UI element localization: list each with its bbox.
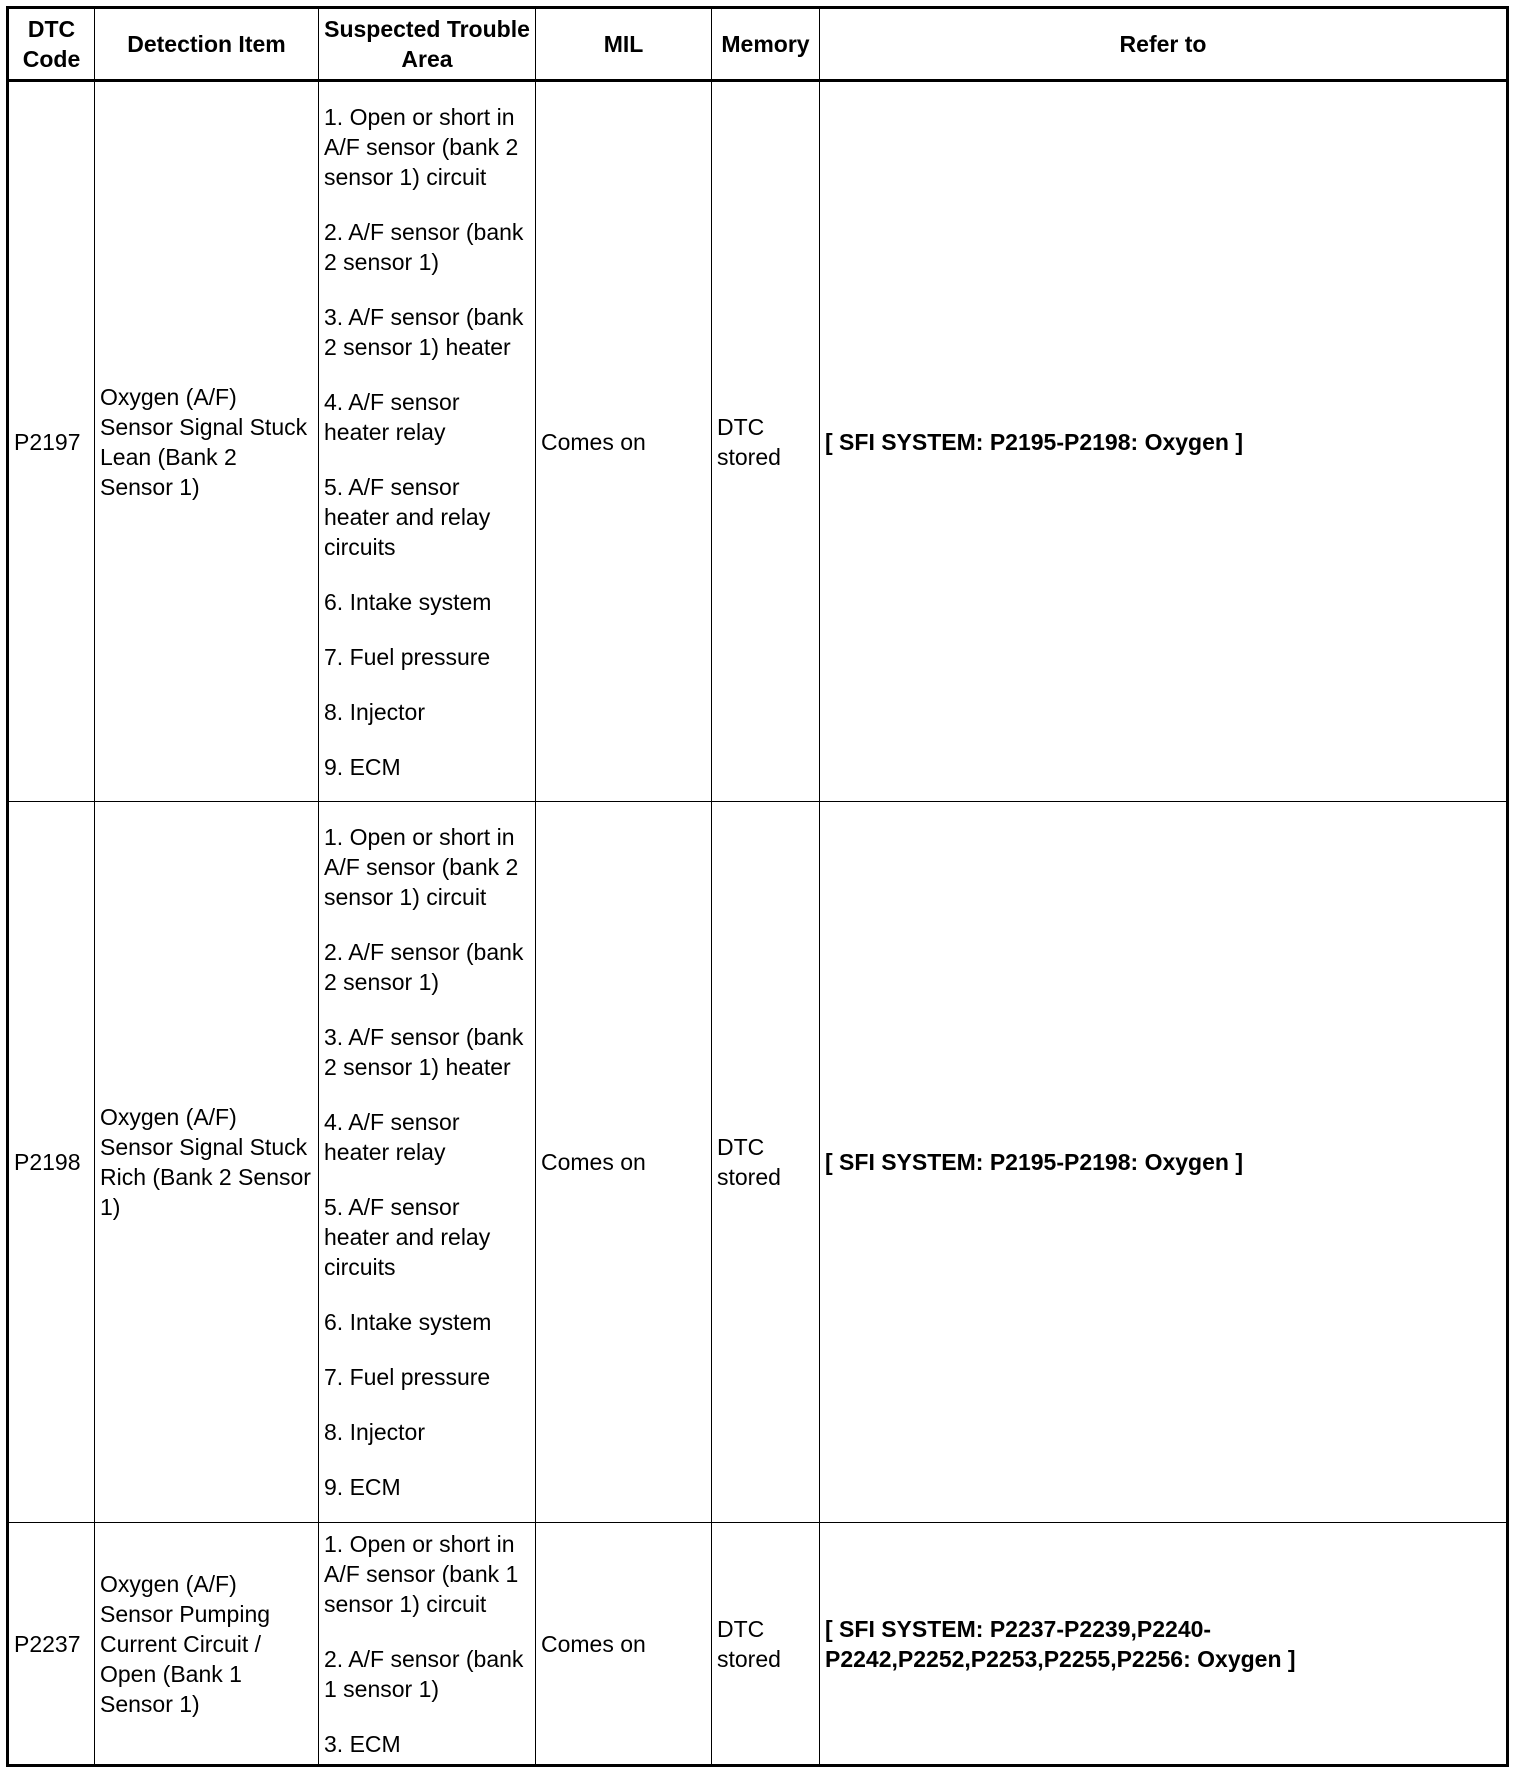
list-item: 4. A/F sensor heater relay [324, 1109, 460, 1165]
list-item: 3. ECM [324, 1730, 401, 1757]
trouble-area-list [324, 102, 530, 782]
header-mil: MIL [536, 8, 712, 81]
list-item: 1. Open or short in A/F sensor (bank 2 sensor 1) circuit [324, 824, 519, 910]
header-suspected-trouble-area: Suspected Trouble Area [319, 8, 536, 81]
list-item: 2. A/F sensor (bank 2 sensor 1) [324, 218, 524, 275]
list-item: 4. A/F sensor heater relay [324, 388, 460, 445]
refer-to-link[interactable]: [ SFI SYSTEM: P2237-P2239,P2240-P2242,P2252,P2253,P2255,P2256: Oxygen ] [820, 1523, 1508, 1766]
list-item: 6. Intake system [324, 588, 492, 615]
table-header-row [8, 8, 1508, 81]
table-row [8, 81, 1508, 802]
refer-to-link[interactable]: [ SFI SYSTEM: P2195-P2198: Oxygen ] [820, 802, 1508, 1523]
header-memory: Memory [712, 8, 820, 81]
table-row [8, 1523, 1508, 1766]
trouble-area-cell [319, 1523, 536, 1766]
detection-item-cell: Oxygen (A/F) Sensor Signal Stuck Lean (Bank 2 Sensor 1) [95, 81, 319, 802]
list-item: 2. A/F sensor (bank 1 sensor 1) [324, 1645, 524, 1702]
list-item: 8. Injector [324, 1419, 425, 1445]
mil-cell: Comes on [536, 802, 712, 1523]
list-item: 9. ECM [324, 753, 401, 780]
list-item: 7. Fuel pressure [324, 1364, 491, 1390]
detection-item-cell: Oxygen (A/F) Sensor Signal Stuck Rich (Bank 2 Sensor 1) [95, 802, 319, 1523]
list-item: 2. A/F sensor (bank 2 sensor 1) [324, 939, 524, 995]
header-detection-item: Detection Item [95, 8, 319, 81]
list-item: 3. A/F sensor (bank 2 sensor 1) heater [324, 1024, 524, 1080]
dtc-code-cell: P2198 [8, 802, 95, 1523]
trouble-area-list [324, 822, 530, 1502]
list-item: 6. Intake system [324, 1309, 492, 1335]
memory-cell: DTC stored [712, 1523, 820, 1766]
header-dtc-code: DTC Code [8, 8, 95, 81]
table-row [8, 802, 1508, 1523]
mil-cell: Comes on [536, 1523, 712, 1766]
list-item: 3. A/F sensor (bank 2 sensor 1) heater [324, 303, 524, 360]
header-refer-to: Refer to [820, 8, 1508, 81]
list-item: 5. A/F sensor heater and relay circuits [324, 473, 491, 560]
trouble-area-cell [319, 802, 536, 1523]
list-item: 1. Open or short in A/F sensor (bank 2 sensor 1) circuit [324, 103, 519, 190]
dtc-code-cell: P2237 [8, 1523, 95, 1766]
trouble-area-list [324, 1529, 530, 1759]
trouble-area-cell [319, 81, 536, 802]
list-item: 1. Open or short in A/F sensor (bank 1 sensor 1) circuit [324, 1530, 519, 1617]
mil-cell: Comes on [536, 81, 712, 802]
list-item: 5. A/F sensor heater and relay circuits [324, 1194, 491, 1280]
memory-cell: DTC stored [712, 81, 820, 802]
detection-item-cell: Oxygen (A/F) Sensor Pumping Current Circuit / Open (Bank 1 Sensor 1) [95, 1523, 319, 1766]
dtc-table [6, 6, 1509, 1767]
dtc-code-cell: P2197 [8, 81, 95, 802]
list-item: 7. Fuel pressure [324, 643, 491, 670]
list-item: 8. Injector [324, 698, 425, 725]
refer-to-link[interactable]: [ SFI SYSTEM: P2195-P2198: Oxygen ] [820, 81, 1508, 802]
list-item: 9. ECM [324, 1474, 401, 1500]
memory-cell: DTC stored [712, 802, 820, 1523]
